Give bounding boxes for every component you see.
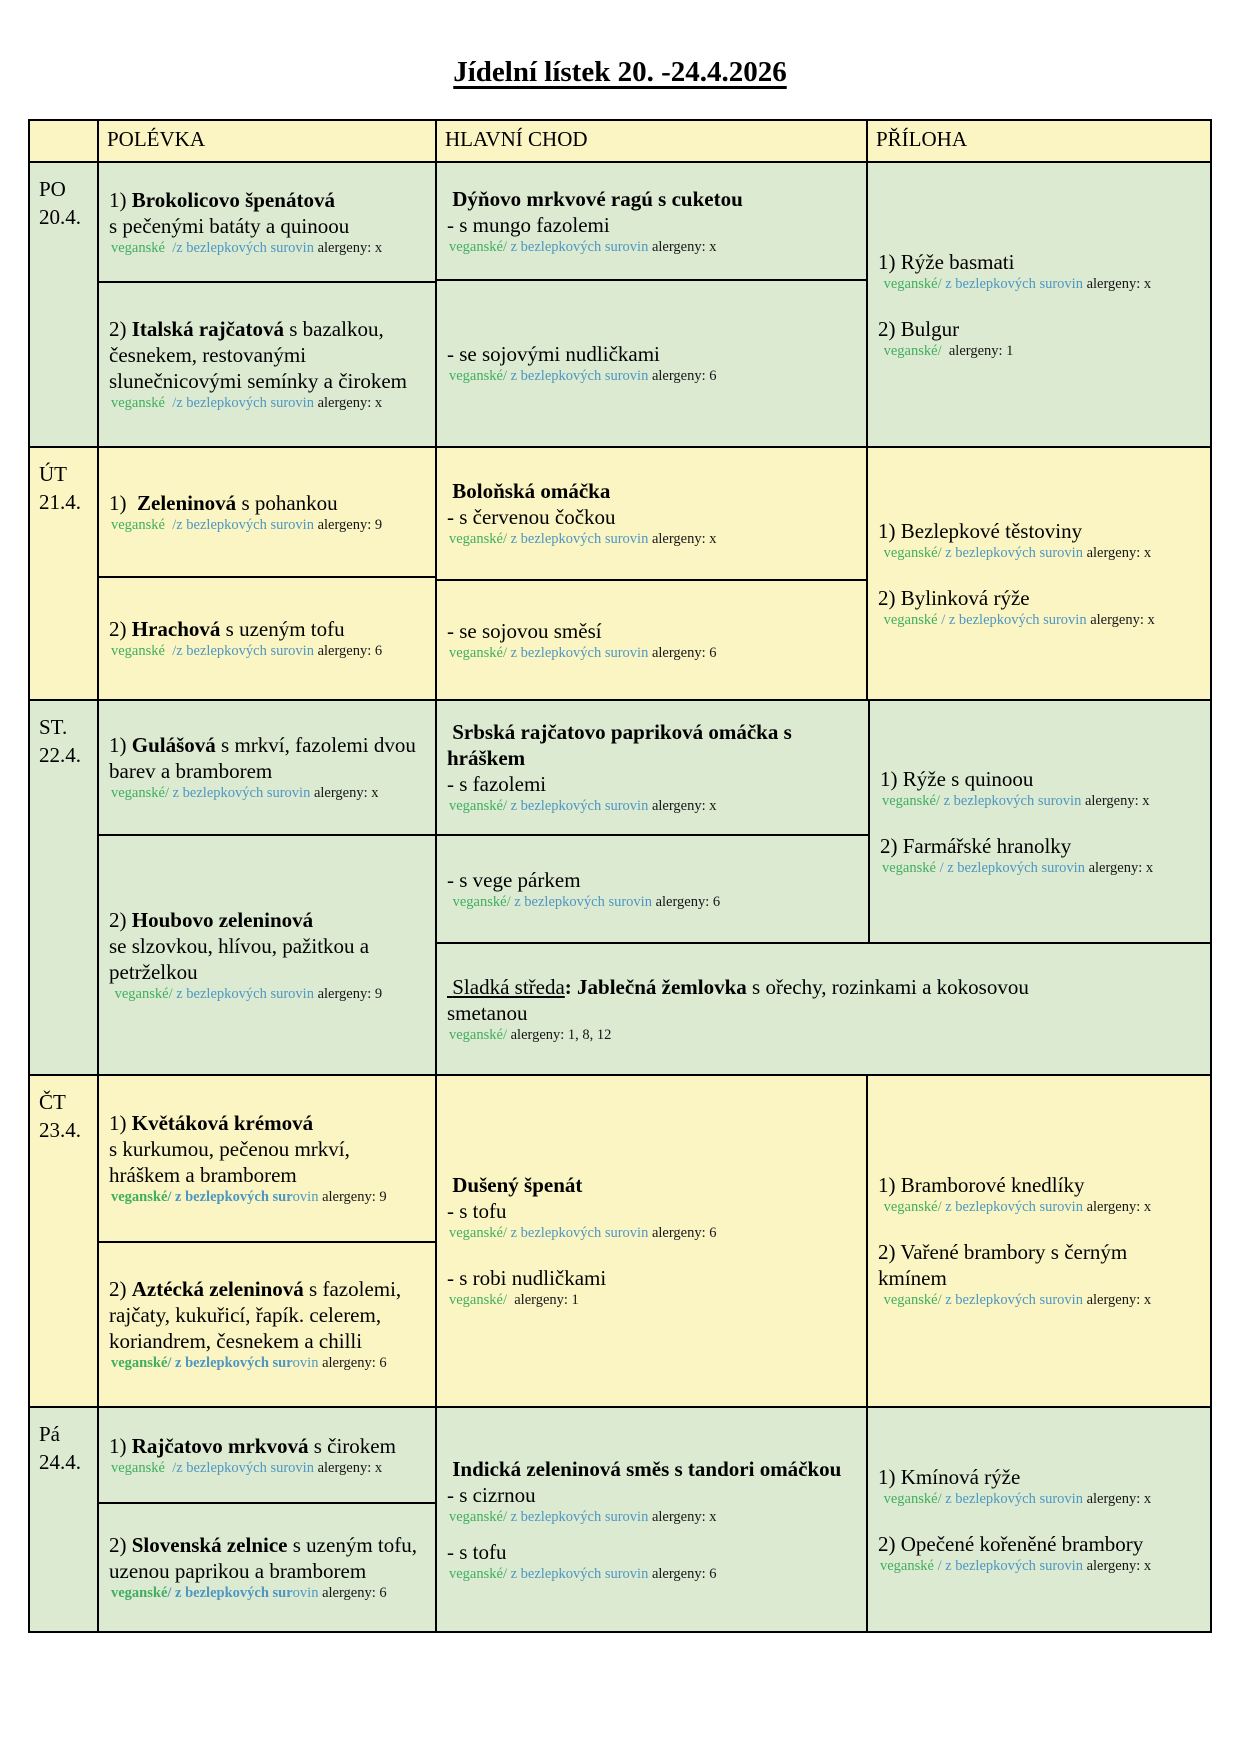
- dish-line: [109, 316, 425, 394]
- gluten-free-label: / z bezlepkových surovin: [941, 611, 1087, 628]
- dish-text: - s robi nudličkami: [447, 1266, 607, 1290]
- main-course-column: [435, 1076, 866, 1406]
- dish-line: [109, 732, 425, 784]
- gluten-free-label: ovin: [292, 1585, 319, 1601]
- column-header-soup: POLÉVKA: [97, 121, 435, 161]
- day-date: 20.4.: [39, 205, 81, 229]
- allergen-label: alergeny: x: [1082, 1292, 1152, 1308]
- dish-text: Rajčatovo mrkvová: [131, 1433, 309, 1458]
- gluten-free-label: z bezlepkových surovin: [506, 531, 649, 547]
- soup-cell-2: [99, 1241, 435, 1406]
- main-course-cell-2: [437, 279, 866, 446]
- dish-text: 1) Kmínová rýže: [878, 1464, 1021, 1489]
- dish-text: Aztécká zeleninová: [131, 1277, 304, 1301]
- allergen-line: [109, 642, 425, 661]
- allergen-label: alergeny: 9: [313, 516, 383, 533]
- dish-text: 2) Bylinková rýže: [878, 585, 1030, 610]
- dish-text: smetanou: [447, 1000, 528, 1025]
- main-course-cell-1: [437, 163, 866, 279]
- allergen-line: [447, 1565, 856, 1584]
- dish-text: - s červenou čočkou: [447, 505, 616, 529]
- dish-line: [109, 616, 425, 642]
- vegan-label: veganské/: [880, 1490, 942, 1507]
- vegan-label: veganské/: [882, 792, 940, 809]
- dish-line: [880, 833, 1200, 859]
- dish-text: s fazolemi, rajčaty, kukuřicí, řapík. celerem, koriandrem, česnekem a chilli: [109, 1277, 407, 1353]
- day-abbrev: PO: [39, 177, 66, 201]
- vegan-label: veganské: [111, 1355, 168, 1371]
- day-abbrev: ST.: [39, 715, 68, 739]
- dish-text: 1) Rýže s quinoou: [880, 766, 1034, 791]
- allergen-line: [447, 893, 858, 912]
- vegan-label: veganské/: [449, 798, 507, 814]
- main-course-cell-1: [437, 1076, 866, 1406]
- allergen-line: [109, 985, 425, 1004]
- sweet-wednesday-cell: [437, 942, 1210, 1074]
- dish-line: [109, 187, 425, 213]
- day-row-ct: [30, 1074, 1210, 1406]
- vegan-label: veganské/: [880, 342, 946, 359]
- vegan-label: veganské: [111, 643, 169, 659]
- side-dish-cell: [868, 1076, 1210, 1406]
- dish-line: [878, 1464, 1200, 1490]
- menu-table: [28, 119, 1212, 1633]
- allergen-label: alergeny: 6: [318, 1585, 387, 1601]
- dish-text: Sladká středa: [447, 974, 565, 999]
- soup-cell-2: [99, 834, 435, 1074]
- spacer: [880, 811, 1200, 833]
- soup-column: [97, 163, 435, 446]
- dish-text: Brokolicovo špenátová: [131, 187, 335, 212]
- gluten-free-label: z bezlepkových surovin: [506, 238, 649, 255]
- menu-title: Jídelní lístek 20. -24.4.2026: [453, 56, 787, 88]
- dish-line: [447, 1172, 856, 1198]
- gluten-free-label: z bezlepkových surovin: [506, 798, 649, 814]
- side-dish-column: [868, 701, 1210, 942]
- dish-line: [447, 1456, 856, 1482]
- dish-text: - s vege párkem: [447, 867, 581, 892]
- allergen-label: alergeny: x: [1082, 1199, 1152, 1215]
- allergen-label: alergeny: 6: [313, 643, 383, 659]
- dish-line: [447, 186, 856, 212]
- main-course-cell-2: [437, 579, 866, 699]
- dish-line: [878, 316, 1200, 342]
- vegan-label: veganské/: [880, 1292, 942, 1308]
- dish-line: [447, 1198, 856, 1224]
- soup-column: [97, 448, 435, 699]
- main-course-column: [435, 448, 866, 699]
- allergen-line: [447, 530, 856, 549]
- side-dish-column: [866, 1076, 1210, 1406]
- vegan-label: veganské/: [111, 985, 173, 1002]
- dish-line: [447, 1000, 1200, 1026]
- dish-text: Dýňovo mrkvové ragú s cuketou: [447, 186, 743, 211]
- dish-line: [109, 213, 425, 239]
- vegan-label: veganské/: [449, 1292, 511, 1308]
- main-course-cell-1: [437, 448, 866, 579]
- dish-line: [447, 618, 856, 644]
- vegan-label: veganské/: [449, 1508, 507, 1525]
- allergen-line: [880, 792, 1200, 811]
- vegan-label: veganské: [111, 1459, 169, 1476]
- allergen-label: alergeny: 6: [648, 1565, 717, 1582]
- allergen-label: alergeny: 6: [651, 893, 721, 910]
- vegan-label: veganské/: [111, 785, 169, 801]
- dish-text: Houbovo zeleninová: [131, 907, 314, 932]
- vegan-label: veganské/: [449, 893, 511, 910]
- gluten-free-label: / z bezlepkových sur: [167, 1355, 293, 1371]
- dish-text: s uzeným tofu, uzenou paprikou a bramborem: [109, 1533, 423, 1583]
- dish-text: 1) Bramborové knedlíky: [878, 1173, 1085, 1197]
- allergen-line: [447, 797, 858, 816]
- allergen-label: alergeny: x: [1084, 859, 1154, 876]
- day-cell-pa: [30, 1408, 97, 1631]
- gluten-free-label: /z bezlepkových surovin: [168, 643, 314, 659]
- vegan-label: veganské: [111, 1585, 168, 1601]
- gluten-free-label: /z bezlepkových surovin: [168, 516, 314, 533]
- vegan-label: veganské/: [449, 1026, 507, 1043]
- allergen-label: alergeny: x: [313, 239, 383, 256]
- allergen-label: alergeny: 6: [648, 368, 717, 384]
- column-header-main-course: HLAVNÍ CHOD: [435, 121, 866, 161]
- dish-text: 2): [109, 617, 132, 641]
- dish-text: 2) Opečené kořeněné brambory: [878, 1531, 1144, 1556]
- side-dish-cell: [868, 1408, 1210, 1631]
- allergen-label: alergeny: x: [648, 238, 717, 255]
- gluten-free-label: z bezlepkových surovin: [506, 1565, 649, 1582]
- day-abbrev: ÚT: [39, 462, 67, 486]
- dish-line: [109, 490, 425, 516]
- allergen-label: alergeny: x: [648, 798, 717, 814]
- day-row-st: [30, 699, 1210, 1074]
- spacer: [447, 1527, 856, 1539]
- dish-text: 1): [109, 1433, 132, 1458]
- side-dish-cell: [868, 448, 1210, 699]
- dish-text: - s cizrnou: [447, 1482, 536, 1507]
- dish-line: [878, 1239, 1200, 1291]
- dish-line: [447, 1265, 856, 1291]
- allergen-label: alergeny: x: [648, 1508, 717, 1525]
- day-rows: [30, 161, 1210, 1631]
- dish-text: Slovenská zelnice: [131, 1533, 288, 1557]
- day-row-ut: [30, 446, 1210, 699]
- gluten-free-label: / z bezlepkových surovin: [939, 859, 1085, 876]
- soup-cell-1: [99, 448, 435, 576]
- allergen-label: alergeny: x: [648, 531, 717, 547]
- side-dish-column: [866, 1408, 1210, 1631]
- dish-line: [878, 1172, 1200, 1198]
- allergen-label: alergeny: 9: [318, 1189, 387, 1205]
- main-course-cell-2: [437, 834, 868, 942]
- day-date: 22.4.: [39, 743, 81, 767]
- vegan-label: veganské: [880, 611, 942, 628]
- allergen-label: alergeny: 1: [510, 1292, 579, 1308]
- allergen-line: [447, 1026, 1200, 1045]
- dish-line: [447, 212, 856, 238]
- gluten-free-label: ovin: [292, 1355, 319, 1371]
- dish-text: s bazalkou, česnekem, restovanými slunečnicovými semínky a čirokem: [109, 317, 408, 393]
- dish-text: se slzovkou, hlívou, pažitkou a petrželkou: [109, 933, 375, 984]
- allergen-line: [109, 1354, 425, 1373]
- vegan-label: veganské/: [449, 238, 507, 255]
- day-abbrev: ČT: [39, 1090, 66, 1114]
- allergen-line: [447, 1224, 856, 1243]
- vegan-label: veganské/: [449, 1565, 507, 1582]
- dish-line: [109, 1136, 425, 1188]
- spacer: [447, 1243, 856, 1265]
- allergen-line: [109, 784, 425, 803]
- dish-text: s pohankou: [236, 490, 338, 515]
- vegan-label: veganské/: [880, 1199, 942, 1215]
- day-date: 23.4.: [39, 1118, 81, 1142]
- allergen-line: [109, 1188, 425, 1207]
- vegan-label: veganské: [880, 1557, 938, 1574]
- allergen-label: alergeny: x: [313, 1459, 383, 1476]
- day-date: 21.4.: [39, 490, 81, 514]
- dish-text: Hrachová: [131, 617, 221, 641]
- allergen-label: alergeny: x: [1081, 792, 1150, 809]
- allergen-line: [447, 644, 856, 663]
- gluten-free-label: z bezlepkových surovin: [941, 544, 1083, 561]
- day-date: 24.4.: [39, 1450, 81, 1474]
- dish-text: 1): [109, 490, 137, 515]
- spacer: [878, 563, 1200, 585]
- dish-text: 1): [109, 1111, 132, 1135]
- dish-line: [447, 341, 856, 367]
- dish-text: - se sojovou směsí: [447, 618, 602, 643]
- vegan-label: veganské: [111, 239, 169, 256]
- allergen-line: [880, 859, 1200, 878]
- dish-text: - s fazolemi: [447, 772, 547, 796]
- dish-text: 2): [109, 317, 132, 341]
- side-dish-cell: [868, 163, 1210, 446]
- gluten-free-label: / z bezlepkových sur: [167, 1189, 293, 1205]
- dish-text: 2): [109, 1277, 132, 1301]
- dish-text: s pečenými batáty a quinoou: [109, 213, 350, 238]
- day-cell-po: [30, 163, 97, 446]
- allergen-label: alergeny: x: [1082, 544, 1152, 561]
- main-course-column: [435, 163, 866, 446]
- soup-cell-1: [99, 1408, 435, 1502]
- allergen-line: [878, 275, 1200, 294]
- dish-text: 2) Vařené brambory s černým kmínem: [878, 1240, 1133, 1290]
- gluten-free-label: z bezlepkových surovin: [939, 792, 1082, 809]
- allergen-line: [109, 239, 425, 258]
- right-block: [435, 701, 1210, 1074]
- gluten-free-label: /z bezlepkových surovin: [168, 395, 314, 411]
- allergen-label: alergeny: x: [1082, 1557, 1152, 1574]
- allergen-label: alergeny: 1, 8, 12: [506, 1026, 612, 1043]
- dish-text: Srbská rajčatovo papriková omáčka s hráškem: [447, 720, 798, 770]
- dish-line: [109, 1532, 425, 1584]
- dish-text: s ořechy, rozinkami a kokosovou: [746, 974, 1029, 999]
- dish-text: 1) Bezlepkové těstoviny: [878, 518, 1083, 543]
- gluten-free-label: ovin: [292, 1189, 319, 1205]
- allergen-label: alergeny: 6: [648, 644, 717, 661]
- dish-line: [109, 1110, 425, 1136]
- dish-line: [109, 907, 425, 933]
- gluten-free-label: z bezlepkových surovin: [941, 1490, 1083, 1507]
- dish-line: [878, 1531, 1200, 1557]
- gluten-free-label: z bezlepkových surovin: [172, 985, 314, 1002]
- soup-column: [97, 1408, 435, 1631]
- allergen-label: alergeny: 6: [318, 1355, 387, 1371]
- vegan-label: veganské/: [880, 275, 942, 292]
- soup-column: [97, 701, 435, 1074]
- gluten-free-label: /z bezlepkových surovin: [168, 239, 314, 256]
- allergen-label: alergeny: 6: [648, 1225, 717, 1241]
- dish-text: 2) Bulgur: [878, 316, 960, 341]
- dish-text: s mrkví, fazolemi dvou barev a bramborem: [109, 733, 422, 783]
- side-dish-column: [866, 448, 1210, 699]
- column-header-side-dish: PŘÍLOHA: [866, 121, 1210, 161]
- allergen-line: [447, 367, 856, 386]
- dish-text: 1): [109, 733, 132, 757]
- dish-text: - se sojovými nudličkami: [447, 342, 660, 366]
- dish-line: [447, 478, 856, 504]
- allergen-label: alergeny: x: [313, 395, 383, 411]
- day-abbrev: Pá: [39, 1422, 60, 1446]
- allergen-line: [878, 544, 1200, 563]
- allergen-line: [109, 394, 425, 413]
- soup-cell-1: [99, 163, 435, 281]
- vegan-label: veganské: [111, 1189, 168, 1205]
- vegan-label: veganské/: [449, 1225, 507, 1241]
- dish-text: s čirokem: [308, 1433, 396, 1458]
- gluten-free-label: z bezlepkových surovin: [510, 893, 652, 910]
- dish-text: s kurkumou, pečenou mrkví, hráškem a bramborem: [109, 1137, 356, 1187]
- dish-text: 2): [109, 907, 132, 932]
- vegan-label: veganské: [111, 516, 169, 533]
- main-course-cell-1: [437, 1408, 866, 1631]
- dish-text: Dušený špenát: [447, 1173, 583, 1197]
- gluten-free-label: z bezlepkových surovin: [506, 1225, 649, 1241]
- vegan-label: veganské/: [449, 368, 507, 384]
- day-row-pa: [30, 1406, 1210, 1631]
- main-course-column: [437, 701, 868, 942]
- dish-text: Gulášová: [131, 733, 216, 757]
- dish-line: [447, 504, 856, 530]
- dish-line: [109, 1433, 425, 1459]
- dish-line: [447, 771, 858, 797]
- allergen-line: [447, 1508, 856, 1527]
- gluten-free-label: z bezlepkových surovin: [941, 1292, 1083, 1308]
- gluten-free-label: z bezlepkových surovin: [941, 275, 1083, 292]
- gluten-free-label: z bezlepkových surovin: [168, 785, 311, 801]
- gluten-free-label: z bezlepkových surovin: [506, 1508, 649, 1525]
- dish-line: [447, 1539, 856, 1565]
- day-row-po: [30, 161, 1210, 446]
- soup-cell-2: [99, 281, 435, 446]
- main-and-side: [437, 701, 1210, 942]
- dish-line: [878, 585, 1200, 611]
- allergen-line: [878, 1291, 1200, 1310]
- side-dish-cell: [870, 701, 1210, 942]
- allergen-line: [878, 1557, 1200, 1576]
- vegan-label: veganské/: [880, 544, 942, 561]
- spacer: [878, 1217, 1200, 1239]
- header-day-cell: [30, 121, 97, 161]
- dish-text: 2): [109, 1533, 132, 1557]
- spacer: [878, 1509, 1200, 1531]
- dish-text: - s tofu: [447, 1199, 507, 1223]
- gluten-free-label: / z bezlepkových surovin: [937, 1557, 1083, 1574]
- dish-text: 1): [109, 187, 132, 212]
- dish-text: - s tofu: [447, 1539, 507, 1564]
- vegan-label: veganské/: [449, 531, 507, 547]
- dish-text: - s mungo fazolemi: [447, 212, 610, 237]
- dish-text: 2) Farmářské hranolky: [880, 833, 1072, 858]
- vegan-label: veganské/: [449, 644, 507, 661]
- gluten-free-label: z bezlepkových surovin: [506, 368, 649, 384]
- allergen-label: alergeny: 1: [945, 342, 1014, 359]
- dish-line: [447, 974, 1200, 1000]
- day-cell-ut: [30, 448, 97, 699]
- gluten-free-label: z bezlepkových surovin: [941, 1199, 1083, 1215]
- soup-cell-2: [99, 1502, 435, 1631]
- dish-line: [878, 249, 1200, 275]
- dish-text: Zeleninová: [137, 490, 237, 515]
- allergen-label: alergeny: x: [310, 785, 379, 801]
- main-course-column: [435, 1408, 866, 1631]
- soup-column: [97, 1076, 435, 1406]
- allergen-line: [878, 611, 1200, 630]
- side-dish-column: [866, 163, 1210, 446]
- gluten-free-label: /z bezlepkových surovin: [168, 1459, 314, 1476]
- day-cell-st: [30, 701, 97, 1074]
- main-course-cell-1: [437, 701, 868, 834]
- header-row: [30, 121, 1210, 161]
- dish-line: [878, 518, 1200, 544]
- dish-text: Boloňská omáčka: [447, 479, 611, 503]
- dish-line: [447, 1482, 856, 1508]
- allergen-line: [109, 1584, 425, 1603]
- allergen-line: [109, 1459, 425, 1478]
- allergen-label: alergeny: x: [1086, 611, 1155, 628]
- dish-line: [109, 1276, 425, 1354]
- day-cell-ct: [30, 1076, 97, 1406]
- allergen-line: [878, 1490, 1200, 1509]
- dish-line: [447, 867, 858, 893]
- dish-line: [880, 766, 1200, 792]
- allergen-label: alergeny: x: [1082, 275, 1152, 292]
- allergen-line: [878, 1198, 1200, 1217]
- allergen-line: [447, 238, 856, 257]
- dish-line: [447, 719, 858, 771]
- soup-cell-1: [99, 1076, 435, 1241]
- dish-line: [109, 933, 425, 985]
- allergen-label: alergeny: x: [1082, 1490, 1152, 1507]
- dish-text: s uzeným tofu: [220, 617, 345, 641]
- allergen-label: alergeny: 9: [313, 985, 383, 1002]
- soup-cell-1: [99, 701, 435, 834]
- vegan-label: veganské: [882, 859, 940, 876]
- spacer: [878, 294, 1200, 316]
- allergen-line: [447, 1291, 856, 1310]
- gluten-free-label: / z bezlepkových sur: [167, 1585, 293, 1601]
- dish-text: 1) Rýže basmati: [878, 249, 1015, 274]
- vegan-label: veganské: [111, 395, 169, 411]
- dish-text: Indická zeleninová směs s tandori omáčkou: [447, 1456, 842, 1481]
- gluten-free-label: z bezlepkových surovin: [506, 644, 649, 661]
- soup-cell-2: [99, 576, 435, 699]
- allergen-line: [878, 342, 1200, 361]
- dish-text: Italská rajčatová: [131, 317, 284, 341]
- allergen-line: [109, 516, 425, 535]
- dish-text: : Jablečná žemlovka: [564, 974, 747, 999]
- dish-text: Květáková krémová: [131, 1111, 314, 1135]
